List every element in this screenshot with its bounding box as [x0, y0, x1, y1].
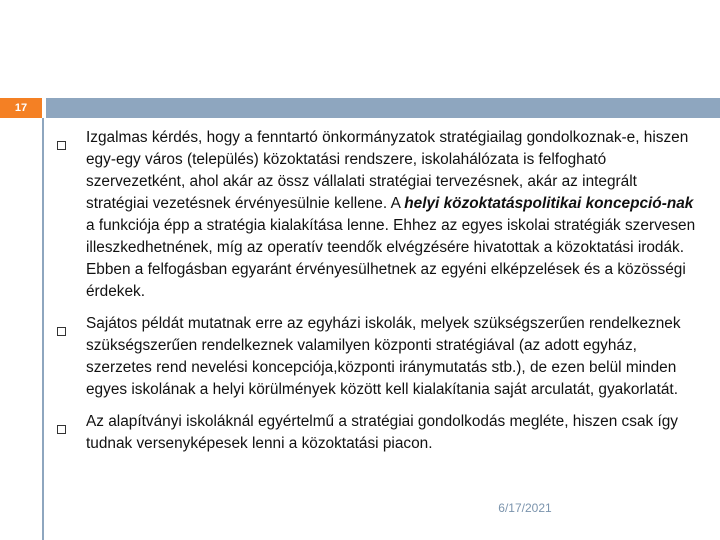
- bullet-list: [56, 127, 696, 465]
- list-item: [56, 411, 696, 455]
- square-bullet-icon: [57, 425, 66, 434]
- footer-date: 6/17/2021: [498, 501, 552, 515]
- list-item: [56, 313, 696, 401]
- list-item: [56, 127, 696, 303]
- left-vertical-rule: [42, 118, 44, 540]
- header-bar: [0, 98, 720, 118]
- bullet-text-part: a funkciója épp a stratégia kialakítása lenne. Ehhez az egyes iskolai stratégiák szervesen illeszkedhetnének, míg az operatív teendők elvégzésére hivatottak a közoktatási irodák. Ebben a felfogásban egyaránt érvényesülhetnek az egyéni elképzelések és a közösségi érdekek.: [86, 217, 696, 300]
- bullet-text: [86, 127, 696, 303]
- bullet-text: Sajátos példát mutatnak erre az egyházi iskolák, melyek szükségszerűen rendelkeznek szükségszerűen rendelkeznek valamilyen központi stratégiával (az adott egyház, szerzetes rend nevelési koncepciója,központi iránymutatás stb.), de ezen belül minden egyes iskolának a helyi körülmények között kell kialakítania saját arculatát, gyakorlatát.: [86, 315, 681, 398]
- square-bullet-icon: [57, 141, 66, 150]
- slide-number: 17: [0, 98, 42, 118]
- header-strip: [46, 98, 720, 118]
- bullet-text: Az alapítványi iskoláknál egyértelmű a stratégiai gondolkodás megléte, hiszen csak így tudnak versenyképesek lenni a közoktatási piacon.: [86, 413, 679, 452]
- bullet-text-part: Izgalmas kérdés, hogy a fenntartó önkormányzatok stratégiailag gondolkoznak-e, hiszen egy-egy város (település) közoktatási rendszere, iskolahálózata is felfogható szervezetként, ahol akár az össz vállalati stratégiai tervezésnek, akár az integrált stratégiai vezetésnek érvényesülnie kellene. A: [86, 129, 689, 212]
- emphasized-term: helyi közoktatáspolitikai koncepció-nak: [404, 195, 694, 212]
- square-bullet-icon: [57, 327, 66, 336]
